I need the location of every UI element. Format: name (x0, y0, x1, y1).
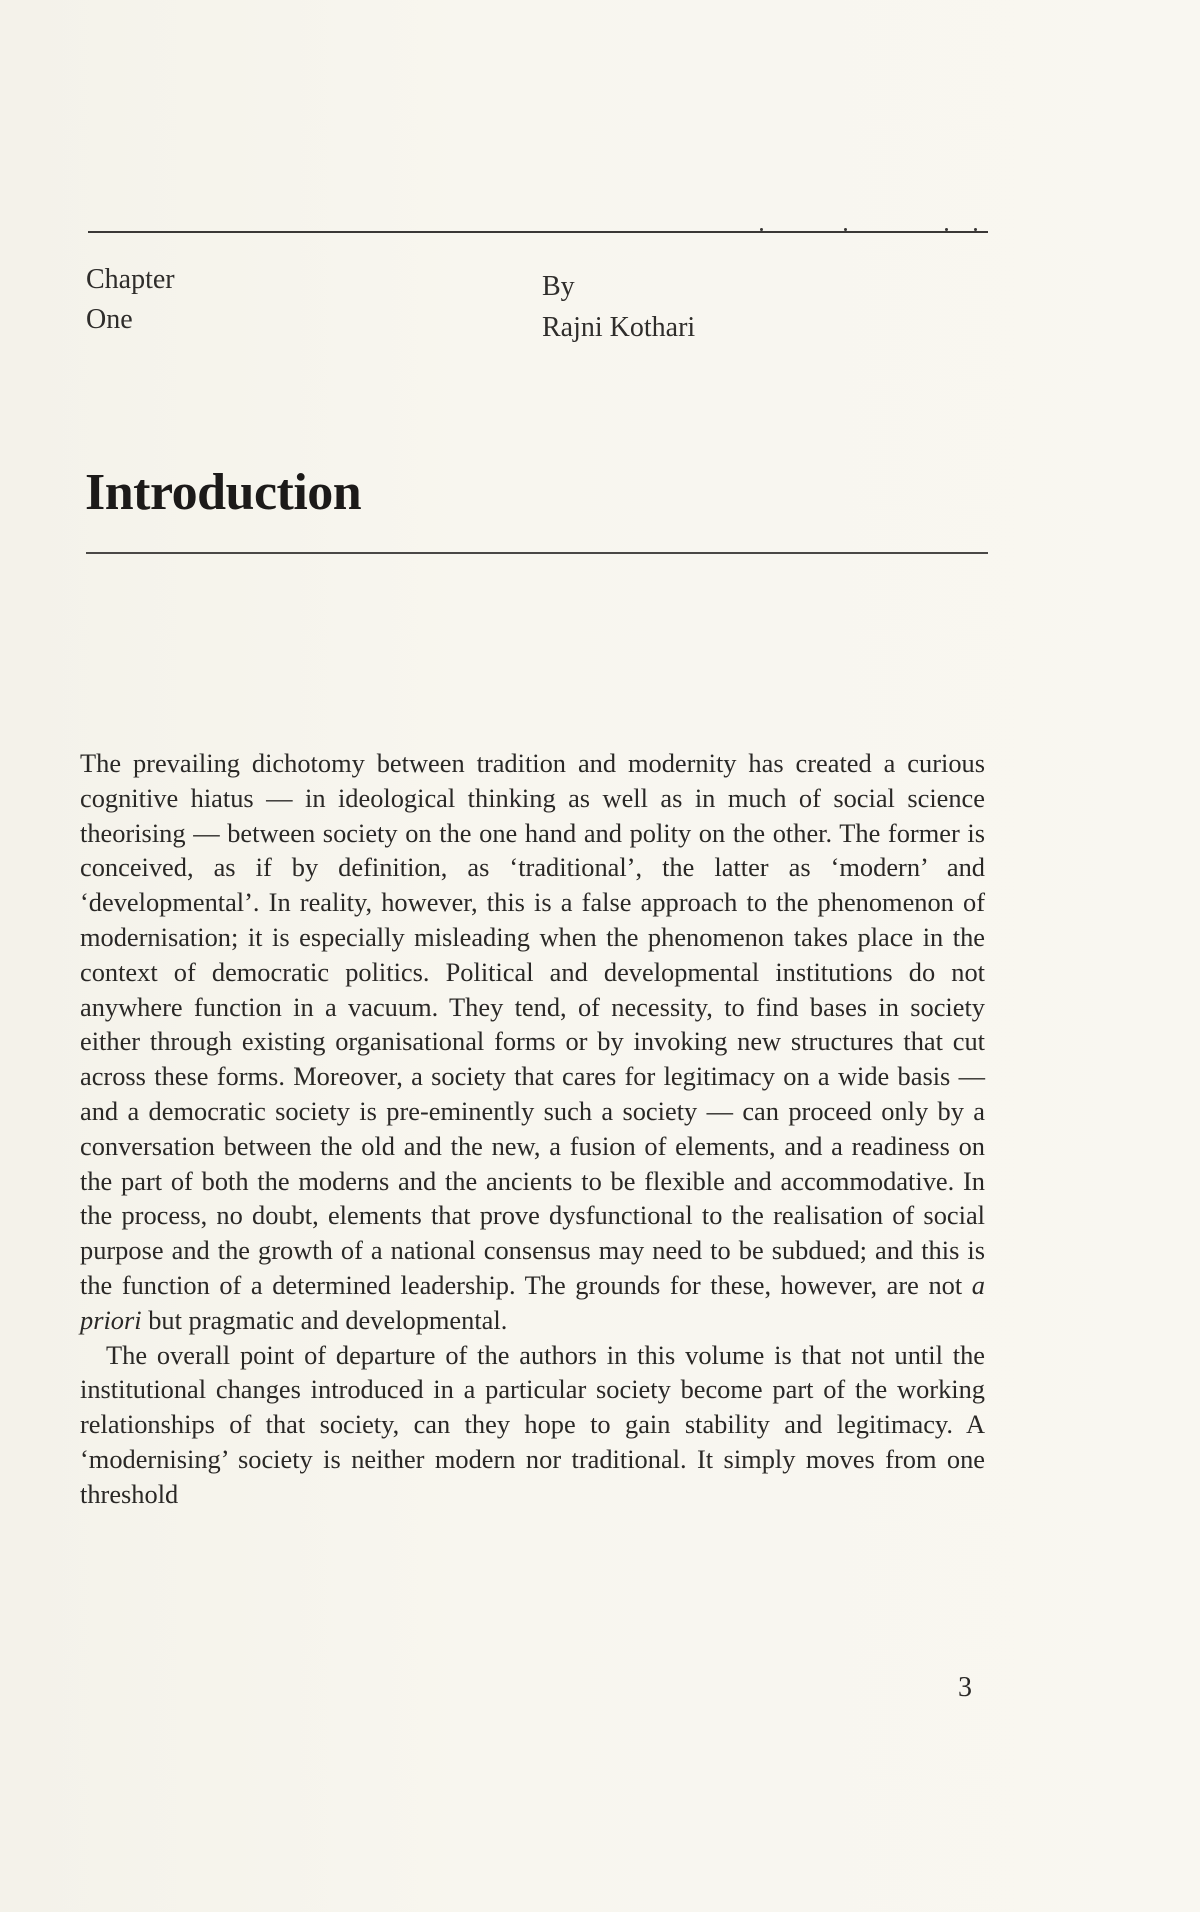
byline (542, 266, 695, 348)
chapter-label (86, 260, 175, 340)
chapter-number: One (86, 304, 133, 335)
paragraph-1-italic: a priori (80, 1269, 985, 1335)
by-label: By (542, 271, 575, 302)
top-rule-marks (720, 228, 990, 232)
paragraph-1-text: The prevailing dichotomy between tradition and modernity has created a curious cognitive hiatus — in ideological thinking as well as in much of social science theorising — between society on the one hand and polity on the other. The former is conceived, as if by definition, as ‘traditional’, the latter as ‘modern’ and ‘developmental’. In reality, however, this is a false approach to the phenomenon of modernisation; it is especially misleading when the phenomenon takes place in the context of democratic politics. Political and developmental institutions do not anywhere function in a vacuum. They tend, of necessity, to find bases in society either through existing organisational forms or by invoking new structures that cut across these forms. Moreover, a society that cares for legitimacy on a wide basis — and a democratic society is pre-eminently such a society — can proceed only by a conversation between the old and the new, a fusion of elements, and a readiness on the part of both the moderns and the ancients to be flexible and accommodative. In the process, no doubt, elements that prove dysfunctional to the realisation of social purpose and the growth of a national consensus may need to be subdued; and this is the function of a determined leadership. The grounds for these, however, are not (80, 748, 985, 1300)
chapter-title: Introduction (85, 464, 362, 521)
chapter-word: Chapter (86, 264, 175, 295)
paragraph-1-end: but pragmatic and developmental. (148, 1304, 508, 1335)
paragraph-1 (80, 746, 985, 1338)
page-number: 3 (958, 1672, 972, 1703)
title-rule (86, 552, 988, 554)
body-text (80, 746, 985, 1512)
paragraph-2: The overall point of departure of the authors in this volume is that not until the institutional changes introduced in a particular society become part of the working relationships of that society, can they hope to gain stability and legitimacy. A ‘modernising’ society is neither modern nor traditional. It simply moves from one threshold (80, 1339, 985, 1509)
author-name: Rajni Kothari (542, 312, 696, 343)
